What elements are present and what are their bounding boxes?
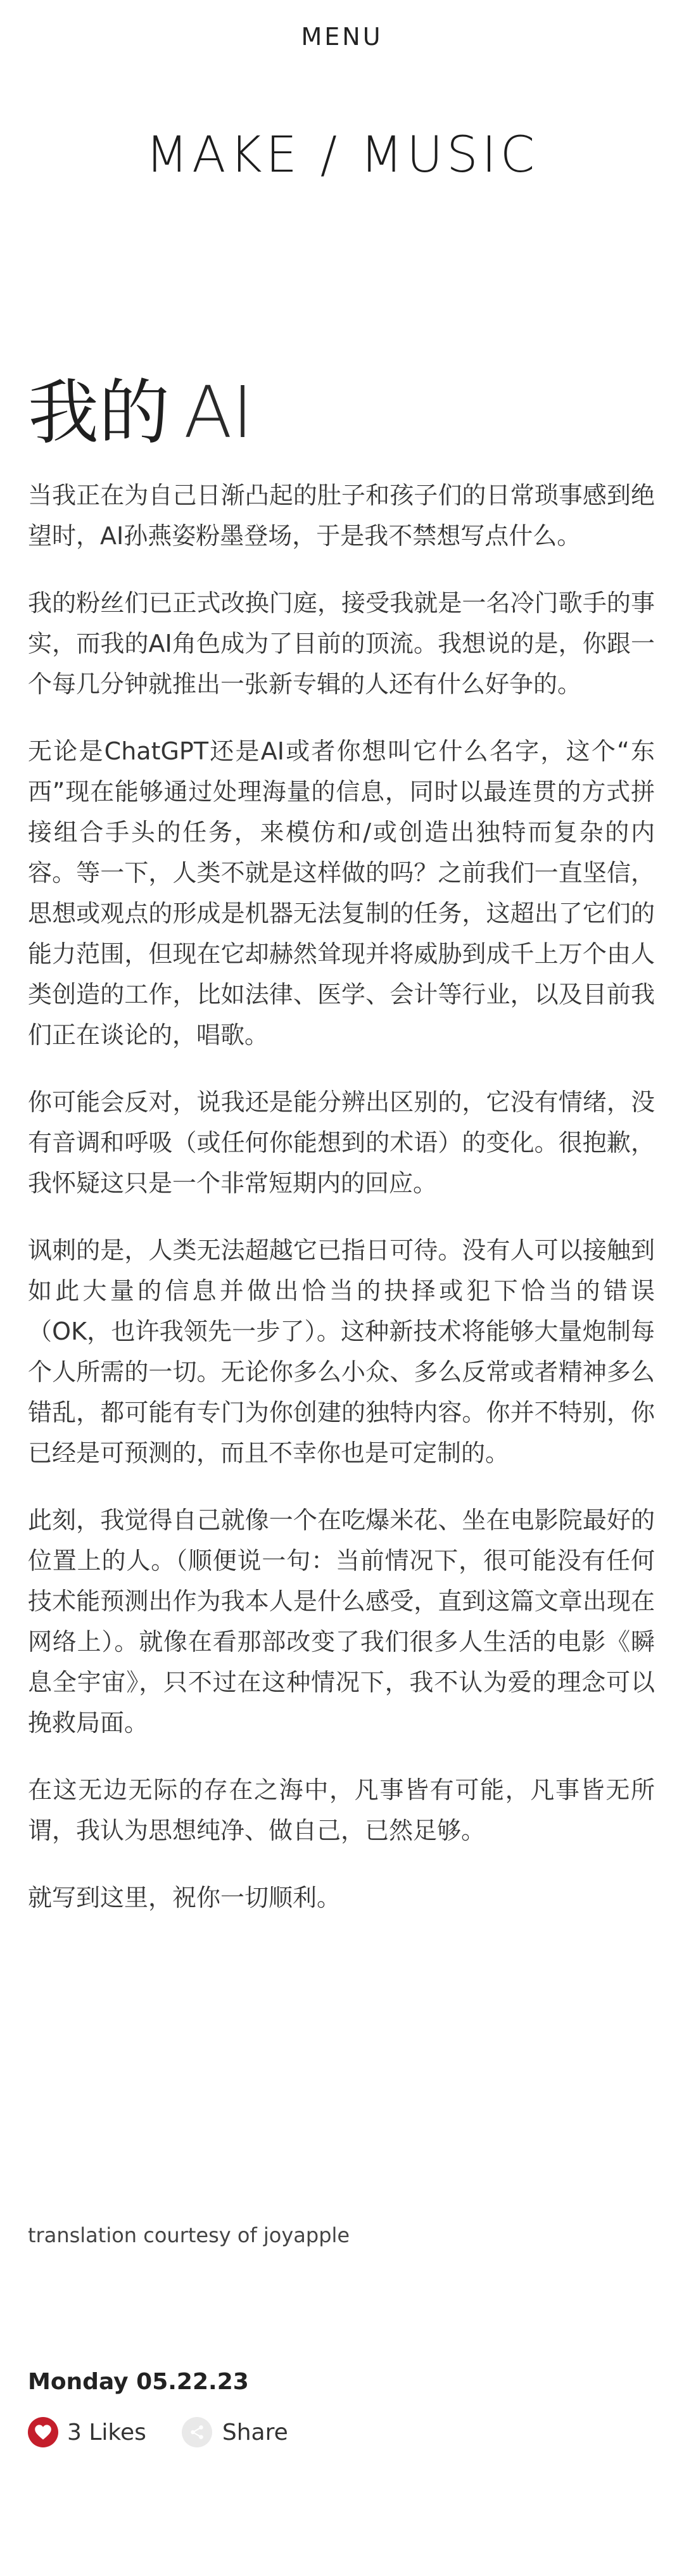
share-button[interactable] bbox=[182, 2417, 288, 2447]
heart-icon[interactable] bbox=[28, 2417, 58, 2447]
like-button[interactable] bbox=[28, 2417, 146, 2447]
post-body bbox=[28, 475, 655, 1945]
paragraph: 我的粉丝们已正式改换门庭，接受我就是一名冷门歌手的事实，而我的AI角色成为了目前的顶流。我想说的是，你跟一个每几分钟就推出一张新专辑的人还有什么好争的。 bbox=[28, 589, 655, 698]
translation-credit: translation courtesy of joyapple bbox=[28, 2223, 350, 2247]
paragraph: 此刻，我觉得自己就像一个在吃爆米花、坐在电影院最好的位置上的人。（顺便说一句：当前情况下，很可能没有任何技术能预测出作为我本人是什么感受，直到这篇文章出现在网络上）。就像在看那部改变了我们很多人生活的电影《瞬息全宇宙》，只不过在这种情况下，我不认为爱的理念可以挽救局面。 bbox=[28, 1506, 655, 1737]
menu-button[interactable]: MENU bbox=[301, 23, 383, 51]
share-icon[interactable] bbox=[182, 2417, 212, 2447]
likes-count[interactable]: 3 Likes bbox=[67, 2419, 146, 2446]
site-title[interactable]: MAKE / MUSIC bbox=[145, 127, 539, 184]
post-date: Monday 05.22.23 bbox=[28, 2369, 249, 2395]
post-title-latin: AI bbox=[184, 372, 253, 455]
paragraph: 无论是ChatGPT还是AI或者你想叫它什么名字，这个“东西”现在能够通过处理海量的信息，同时以最连贯的方式拼接组合手头的任务，来模仿和/或创造出独特而复杂的内容。等一下，人类不就是这样做的吗？之前我们一直坚信，思想或观点的形成是机器无法复制的任务，这超出了它们的能力范围，但现在它却赫然耸现并将威胁到成千上万个由人类创造的工作，比如法律、医学、会计等行业，以及目前我们正在谈论的，唱歌。 bbox=[28, 737, 655, 1049]
paragraph: 就写到这里，祝你一切顺利。 bbox=[28, 1884, 341, 1912]
paragraph: 讽刺的是，人类无法超越它已指日可待。没有人可以接触到如此大量的信息并做出恰当的抉择或犯下恰当的错误（OK，也许我领先一步了）。这种新技术将能够大量炮制每个人所需的一切。无论你多么小众、多么反常或者精神多么错乱，都可能有专门为你创建的独特内容。你并不特别，你已经是可预测的，而且不幸你也是可定制的。 bbox=[28, 1236, 655, 1467]
paragraph: 你可能会反对，说我还是能分辨出区别的，它没有情绪，没有音调和呼吸（或任何你能想到的术语）的变化。很抱歉，我怀疑这只是一个非常短期内的回应。 bbox=[28, 1088, 655, 1197]
post-title bbox=[28, 372, 253, 455]
share-label[interactable]: Share bbox=[222, 2419, 288, 2446]
paragraph: 在这无边无际的存在之海中，凡事皆有可能，凡事皆无所谓，我认为思想纯净、做自己，已然足够。 bbox=[28, 1776, 655, 1844]
paragraph: 当我正在为自己日渐凸起的肚子和孩子们的日常琐事感到绝望时，AI孙燕姿粉墨登场，于是我不禁想写点什么。 bbox=[28, 481, 655, 550]
post-title-cn: 我的 bbox=[28, 372, 170, 455]
post-actions bbox=[28, 2417, 288, 2447]
